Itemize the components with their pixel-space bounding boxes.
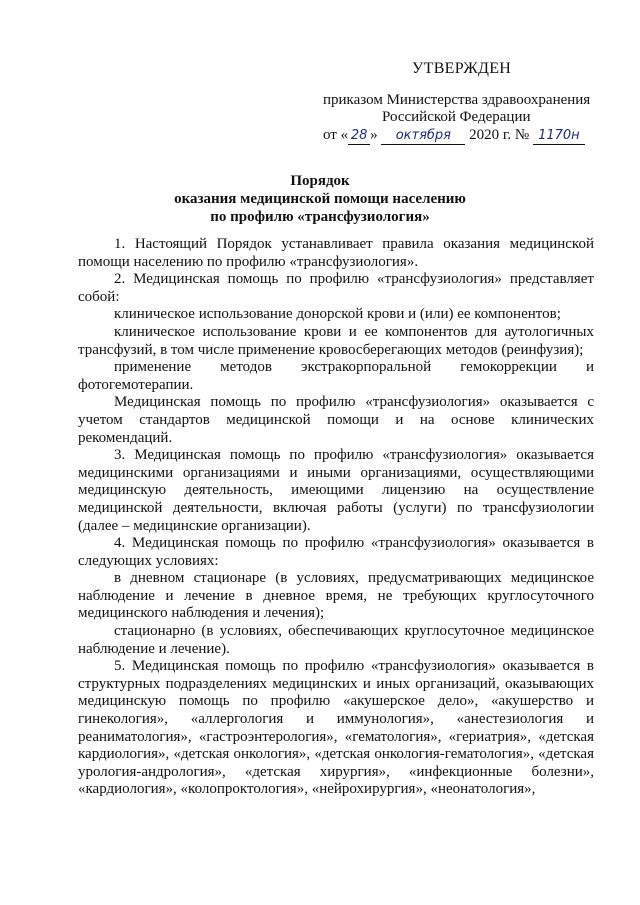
handwritten-month: октября (381, 128, 465, 145)
title-line-1: Порядок (290, 173, 350, 189)
paragraph-5: 5. Медицинская помощь по профилю «трансфузиология» оказывается в структурных подразделениях медицинских и иных организаций, оказывающих медицинскую помощь по профилю «акушерское дело», «акушерство и гинекология», «аллергология и иммунология», «анестезиология и реаниматология», «гастроэнтерология», «гематология», «гериатрия», «детская кардиология», «детская онкология», «детская онкология-гематология», «детская урология-андрология», «детская хирургия», «инфекционные болезни», «кардиология», «колопроктология», «нейрохирургия», «неонатология», (78, 658, 594, 798)
day-close-quote: » (370, 127, 378, 143)
approval-date-line (323, 126, 585, 145)
paragraph-2-item-2: клиническое использование крови и ее компонентов для аутологичных трансфузий, в том числе применение кровосберегающих методов (реинфузия); (78, 323, 594, 358)
approval-order-line: приказом Министерства здравоохранения (323, 92, 591, 108)
approval-ministry-line: Российской Федерации (382, 109, 531, 125)
document-body (78, 236, 594, 799)
document-title (0, 172, 640, 226)
paragraph-2-item-1: клиническое использование донорской крови и (или) ее компонентов; (114, 306, 561, 323)
title-line-3: по профилю «трансфузиология» (210, 209, 430, 225)
handwritten-order-number: 1170н (533, 128, 585, 145)
paragraph-4-item-2: стационарно (в условиях, обеспечивающих круглосуточное медицинское наблюдение и лечение). (78, 623, 594, 657)
paragraph-4: 4. Медицинская помощь по профилю «трансфузиология» оказывается в следующих условиях: (78, 535, 594, 569)
handwritten-day: 28 (348, 128, 370, 145)
paragraph-2-note: Медицинская помощь по профилю «трансфузиология» оказывается с учетом стандартов медицинской помощи и на основе клинических рекомендаций. (78, 394, 594, 446)
paragraph-2-item-3: применение методов экстракорпоральной гемокоррекции и фотогемотерапии. (78, 359, 594, 393)
paragraph-3: 3. Медицинская помощь по профилю «трансфузиология» оказывается медицинскими организациями и иными организациями, осуществляющими медицинскую деятельность, имеющими лицензию на осуществление медицинской деятельности, включая работы (услуги) по трансфузиологии (далее – медицинские организации). (78, 447, 594, 534)
paragraph-4-item-1: в дневном стационаре (в условиях, предусматривающих медицинское наблюдение и лечение в дневное время, не требующих круглосуточного медицинского наблюдения и лечения); (78, 570, 594, 622)
approval-heading: УТВЕРЖДЕН (412, 60, 512, 77)
paragraph-2: 2. Медицинская помощь по профилю «трансфузиология» представляет собой: (78, 271, 594, 305)
paragraph-1: 1. Настоящий Порядок устанавливает правила оказания медицинской помощи населению по профилю «трансфузиология». (78, 236, 594, 270)
year-number-label: 2020 г. № (469, 127, 530, 143)
from-label: от « (323, 127, 349, 143)
title-line-2: оказания медицинской помощи населению (174, 191, 466, 207)
